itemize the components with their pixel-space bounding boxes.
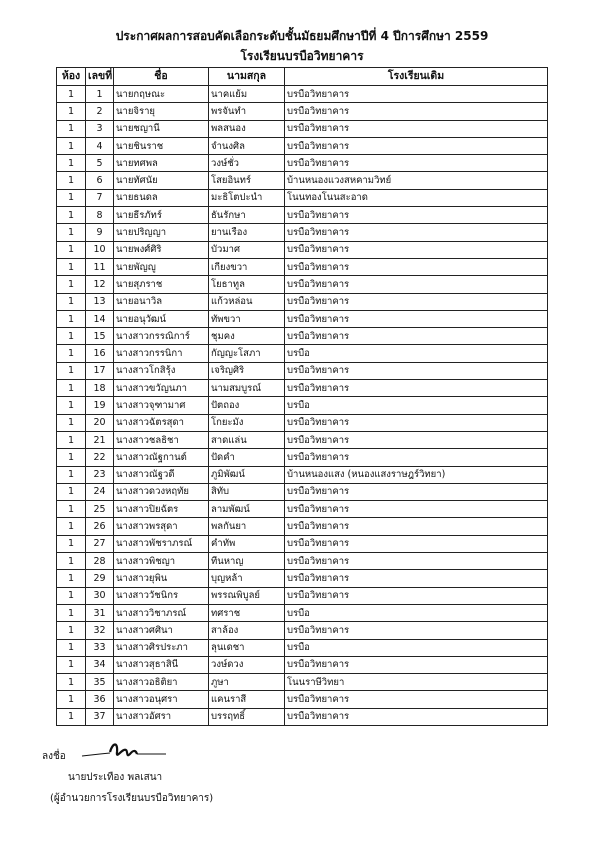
cell-number: 17 (86, 362, 114, 379)
table-row (57, 604, 548, 621)
cell-previous-school: บรบือวิทยาคาร (285, 518, 548, 535)
cell-last-name: นาคแย้ม (209, 86, 285, 103)
cell-first-name: นางสาวพรสุดา (114, 518, 209, 535)
cell-first-name: นายอนาวิล (114, 293, 209, 310)
table-row (57, 501, 548, 518)
table-row (57, 587, 548, 604)
cell-last-name: ทศราช (209, 604, 285, 621)
cell-number: 23 (86, 466, 114, 483)
cell-number: 37 (86, 708, 114, 725)
table-body (57, 86, 548, 726)
cell-room: 1 (57, 518, 86, 535)
cell-first-name: นางสาวโกสิรุ้ง (114, 362, 209, 379)
cell-room: 1 (57, 207, 86, 224)
results-table (56, 67, 548, 726)
cell-first-name: นางสาวยุพิน (114, 570, 209, 587)
cell-room: 1 (57, 137, 86, 154)
table-row (57, 224, 548, 241)
cell-last-name: วงษ์ชั่ว (209, 155, 285, 172)
cell-number: 31 (86, 604, 114, 621)
cell-previous-school: บรบือวิทยาคาร (285, 86, 548, 103)
table-row (57, 708, 548, 725)
cell-number: 2 (86, 103, 114, 120)
cell-room: 1 (57, 224, 86, 241)
table-row (57, 189, 548, 206)
cell-first-name: นางสาวอนุศรา (114, 691, 209, 708)
cell-number: 25 (86, 501, 114, 518)
cell-first-name: นางสาวพิชญา (114, 553, 209, 570)
cell-room: 1 (57, 241, 86, 258)
cell-number: 4 (86, 137, 114, 154)
cell-first-name: นายปริญญา (114, 224, 209, 241)
cell-number: 22 (86, 449, 114, 466)
table-row (57, 155, 548, 172)
cell-previous-school: โนนทองโนนสะอาด (285, 189, 548, 206)
cell-room: 1 (57, 656, 86, 673)
cell-number: 21 (86, 431, 114, 448)
school-name: โรงเรียนบรบือวิทยาคาร (240, 49, 364, 63)
cell-last-name: สาดแล่น (209, 431, 285, 448)
cell-first-name: นางสาวศศินา (114, 622, 209, 639)
header-last-name: นามสกุล (209, 68, 285, 86)
table-row (57, 172, 548, 189)
cell-first-name: นายชินราช (114, 137, 209, 154)
cell-first-name: นายธนดล (114, 189, 209, 206)
table-row (57, 570, 548, 587)
cell-room: 1 (57, 276, 86, 293)
cell-number: 33 (86, 639, 114, 656)
cell-previous-school: บรบือวิทยาคาร (285, 570, 548, 587)
cell-room: 1 (57, 155, 86, 172)
cell-first-name: นางสาวกรรนิกา (114, 345, 209, 362)
cell-last-name: คำทัพ (209, 535, 285, 552)
cell-room: 1 (57, 604, 86, 621)
cell-previous-school: บรบือวิทยาคาร (285, 276, 548, 293)
cell-first-name: นางสาวณัฐวดี (114, 466, 209, 483)
cell-last-name: ปัตถอง (209, 397, 285, 414)
cell-first-name: นายจิรายุ (114, 103, 209, 120)
cell-number: 20 (86, 414, 114, 431)
table-row (57, 466, 548, 483)
cell-room: 1 (57, 258, 86, 275)
cell-room: 1 (57, 587, 86, 604)
cell-previous-school: บรบือ (285, 639, 548, 656)
table-row (57, 414, 548, 431)
cell-number: 14 (86, 310, 114, 327)
cell-first-name: นางสาวอธิติยา (114, 674, 209, 691)
cell-previous-school: บรบือวิทยาคาร (285, 137, 548, 154)
cell-last-name: บุญหล้า (209, 570, 285, 587)
table-row (57, 345, 548, 362)
cell-room: 1 (57, 674, 86, 691)
cell-last-name: พลสนอง (209, 120, 285, 137)
table-row (57, 535, 548, 552)
cell-number: 6 (86, 172, 114, 189)
cell-last-name: ยานเรือง (209, 224, 285, 241)
cell-number: 18 (86, 380, 114, 397)
table-row (57, 639, 548, 656)
cell-last-name: สาล้อง (209, 622, 285, 639)
cell-room: 1 (57, 397, 86, 414)
cell-first-name: นางสาวปิยฉัตร (114, 501, 209, 518)
cell-first-name: นางสาวชลธิชา (114, 431, 209, 448)
signer-position: (ผู้อำนวยการโรงเรียนบรบือวิทยาคาร) (50, 793, 214, 804)
cell-previous-school: บรบือวิทยาคาร (285, 708, 548, 725)
cell-last-name: จำนงศิล (209, 137, 285, 154)
cell-last-name: ลุนเดชา (209, 639, 285, 656)
table-row (57, 674, 548, 691)
cell-last-name: พรจันทำ (209, 103, 285, 120)
cell-previous-school: บ้านหนองแวงสหคามวิทย์ (285, 172, 548, 189)
cell-room: 1 (57, 501, 86, 518)
cell-last-name: ทีนหาญ (209, 553, 285, 570)
cell-first-name: นายทัศนัย (114, 172, 209, 189)
table-row (57, 120, 548, 137)
cell-number: 26 (86, 518, 114, 535)
cell-room: 1 (57, 639, 86, 656)
cell-last-name: เจริญศิริ (209, 362, 285, 379)
cell-room: 1 (57, 449, 86, 466)
cell-previous-school: บรบือวิทยาคาร (285, 258, 548, 275)
cell-last-name: ธันรักษา (209, 207, 285, 224)
cell-room: 1 (57, 414, 86, 431)
table-row (57, 449, 548, 466)
cell-number: 34 (86, 656, 114, 673)
table-row (57, 207, 548, 224)
cell-number: 11 (86, 258, 114, 275)
cell-room: 1 (57, 466, 86, 483)
cell-number: 15 (86, 328, 114, 345)
cell-first-name: นายพัญญู (114, 258, 209, 275)
cell-room: 1 (57, 189, 86, 206)
cell-number: 19 (86, 397, 114, 414)
cell-first-name: นางสาวณัฐกานต์ (114, 449, 209, 466)
cell-first-name: นายสุภราช (114, 276, 209, 293)
cell-previous-school: บรบือ (285, 604, 548, 621)
cell-room: 1 (57, 380, 86, 397)
cell-previous-school: บรบือวิทยาคาร (285, 362, 548, 379)
table-row (57, 137, 548, 154)
table-row (57, 293, 548, 310)
cell-first-name: นางสาวศิรประภา (114, 639, 209, 656)
cell-last-name: เกียงขวา (209, 258, 285, 275)
cell-previous-school: บรบือ (285, 397, 548, 414)
cell-last-name: โสยอินทร์ (209, 172, 285, 189)
table-row (57, 86, 548, 103)
cell-last-name: กัญญะโสภา (209, 345, 285, 362)
cell-previous-school: บรบือวิทยาคาร (285, 293, 548, 310)
cell-number: 32 (86, 622, 114, 639)
cell-previous-school: บรบือวิทยาคาร (285, 656, 548, 673)
cell-room: 1 (57, 708, 86, 725)
cell-number: 8 (86, 207, 114, 224)
cell-last-name: พลกันยา (209, 518, 285, 535)
table-row (57, 310, 548, 327)
cell-previous-school: บรบือวิทยาคาร (285, 120, 548, 137)
cell-number: 16 (86, 345, 114, 362)
cell-previous-school: บรบือวิทยาคาร (285, 553, 548, 570)
table-row (57, 362, 548, 379)
cell-number: 7 (86, 189, 114, 206)
cell-number: 29 (86, 570, 114, 587)
table-row (57, 622, 548, 639)
cell-previous-school: บรบือวิทยาคาร (285, 587, 548, 604)
cell-number: 9 (86, 224, 114, 241)
cell-last-name: ลามพัฒน์ (209, 501, 285, 518)
cell-number: 27 (86, 535, 114, 552)
cell-previous-school: บรบือวิทยาคาร (285, 691, 548, 708)
table-row (57, 553, 548, 570)
cell-last-name: โยธาทูล (209, 276, 285, 293)
cell-last-name: ทัพขวา (209, 310, 285, 327)
cell-room: 1 (57, 172, 86, 189)
cell-previous-school: บรบือวิทยาคาร (285, 380, 548, 397)
cell-previous-school: บรบือวิทยาคาร (285, 328, 548, 345)
cell-last-name: สิทับ (209, 483, 285, 500)
cell-number: 10 (86, 241, 114, 258)
cell-last-name: แก้วหล่อน (209, 293, 285, 310)
cell-room: 1 (57, 86, 86, 103)
cell-number: 5 (86, 155, 114, 172)
cell-first-name: นางสาวขวัญนภา (114, 380, 209, 397)
cell-first-name: นายชญานี (114, 120, 209, 137)
cell-number: 28 (86, 553, 114, 570)
cell-number: 36 (86, 691, 114, 708)
cell-room: 1 (57, 362, 86, 379)
cell-last-name: ภูษา (209, 674, 285, 691)
cell-number: 30 (86, 587, 114, 604)
cell-previous-school: บรบือวิทยาคาร (285, 535, 548, 552)
cell-first-name: นางสาวกรรณิการ์ (114, 328, 209, 345)
cell-previous-school: บรบือวิทยาคาร (285, 241, 548, 258)
cell-previous-school: บรบือวิทยาคาร (285, 103, 548, 120)
cell-first-name: นางสาวสุธาสินี (114, 656, 209, 673)
table-row (57, 431, 548, 448)
cell-number: 12 (86, 276, 114, 293)
cell-room: 1 (57, 345, 86, 362)
cell-previous-school: บรบือวิทยาคาร (285, 501, 548, 518)
cell-first-name: นางสาวอัศรา (114, 708, 209, 725)
cell-previous-school: บรบือวิทยาคาร (285, 414, 548, 431)
cell-first-name: นายทศพล (114, 155, 209, 172)
header-room: ห้อง (57, 68, 86, 86)
signer-name: นายประเทือง พลเสนา (68, 772, 163, 783)
cell-last-name: นามสมบูรณ์ (209, 380, 285, 397)
table-row (57, 241, 548, 258)
cell-room: 1 (57, 553, 86, 570)
cell-first-name: นางสาวฉัตรสุดา (114, 414, 209, 431)
cell-previous-school: บรบือวิทยาคาร (285, 431, 548, 448)
cell-previous-school: บรบือวิทยาคาร (285, 224, 548, 241)
table-row (57, 276, 548, 293)
cell-previous-school: บรบือวิทยาคาร (285, 622, 548, 639)
cell-room: 1 (57, 691, 86, 708)
table-row (57, 328, 548, 345)
cell-previous-school: บรบือวิทยาคาร (285, 207, 548, 224)
cell-first-name: นางสาววิชาภรณ์ (114, 604, 209, 621)
cell-last-name: พรรณพิบูลย์ (209, 587, 285, 604)
cell-room: 1 (57, 570, 86, 587)
cell-previous-school: บรบือวิทยาคาร (285, 155, 548, 172)
header-previous-school: โรงเรียนเดิม (285, 68, 548, 86)
cell-last-name: วงษ์ดวง (209, 656, 285, 673)
cell-room: 1 (57, 622, 86, 639)
cell-previous-school: โนนราษีวิทยา (285, 674, 548, 691)
cell-number: 1 (86, 86, 114, 103)
cell-room: 1 (57, 120, 86, 137)
table-row (57, 656, 548, 673)
cell-first-name: นายอนุวัฒน์ (114, 310, 209, 327)
cell-previous-school: บรบือ (285, 345, 548, 362)
table-row (57, 380, 548, 397)
cell-last-name: มะธิโตปะนำ (209, 189, 285, 206)
table-row (57, 258, 548, 275)
signed-label: ลงชื่อ (42, 751, 66, 762)
cell-first-name: นายธีรภัทร์ (114, 207, 209, 224)
cell-number: 3 (86, 120, 114, 137)
cell-room: 1 (57, 103, 86, 120)
cell-first-name: นายกฤษณะ (114, 86, 209, 103)
table-header-row (57, 68, 548, 86)
header-first-name: ชื่อ (114, 68, 209, 86)
cell-last-name: บัวมาศ (209, 241, 285, 258)
cell-first-name: นางสาวจุฑามาศ (114, 397, 209, 414)
cell-last-name: ภูมิพัฒน์ (209, 466, 285, 483)
cell-room: 1 (57, 483, 86, 500)
cell-room: 1 (57, 431, 86, 448)
cell-last-name: โกยะมัง (209, 414, 285, 431)
cell-first-name: นางสาวพัชราภรณ์ (114, 535, 209, 552)
cell-previous-school: บรบือวิทยาคาร (285, 310, 548, 327)
table-row (57, 483, 548, 500)
table-row (57, 103, 548, 120)
cell-room: 1 (57, 535, 86, 552)
cell-first-name: นายพงศ์ศิริ (114, 241, 209, 258)
cell-previous-school: บ้านหนองแสง (หนองแสงราษฎร์วิทยา) (285, 466, 548, 483)
table-row (57, 518, 548, 535)
cell-room: 1 (57, 328, 86, 345)
handwritten-signature (80, 738, 170, 764)
cell-first-name: นางสาวดวงหฤทัย (114, 483, 209, 500)
cell-first-name: นางสาววัชนิกร (114, 587, 209, 604)
cell-previous-school: บรบือวิทยาคาร (285, 483, 548, 500)
cell-number: 24 (86, 483, 114, 500)
cell-last-name: ชุมคง (209, 328, 285, 345)
cell-number: 13 (86, 293, 114, 310)
document-title: ประกาศผลการสอบคัดเลือกระดับชั้นมัธยมศึกษาปีที่ 4 ปีการศึกษา 2559 (115, 29, 489, 43)
cell-last-name: บรรฤทธิ์ (209, 708, 285, 725)
table-row (57, 691, 548, 708)
table-row (57, 397, 548, 414)
cell-room: 1 (57, 293, 86, 310)
cell-number: 35 (86, 674, 114, 691)
cell-last-name: แคนราสี (209, 691, 285, 708)
header-number: เลขที่ (86, 68, 114, 86)
cell-room: 1 (57, 310, 86, 327)
cell-previous-school: บรบือวิทยาคาร (285, 449, 548, 466)
cell-last-name: ปัดคำ (209, 449, 285, 466)
